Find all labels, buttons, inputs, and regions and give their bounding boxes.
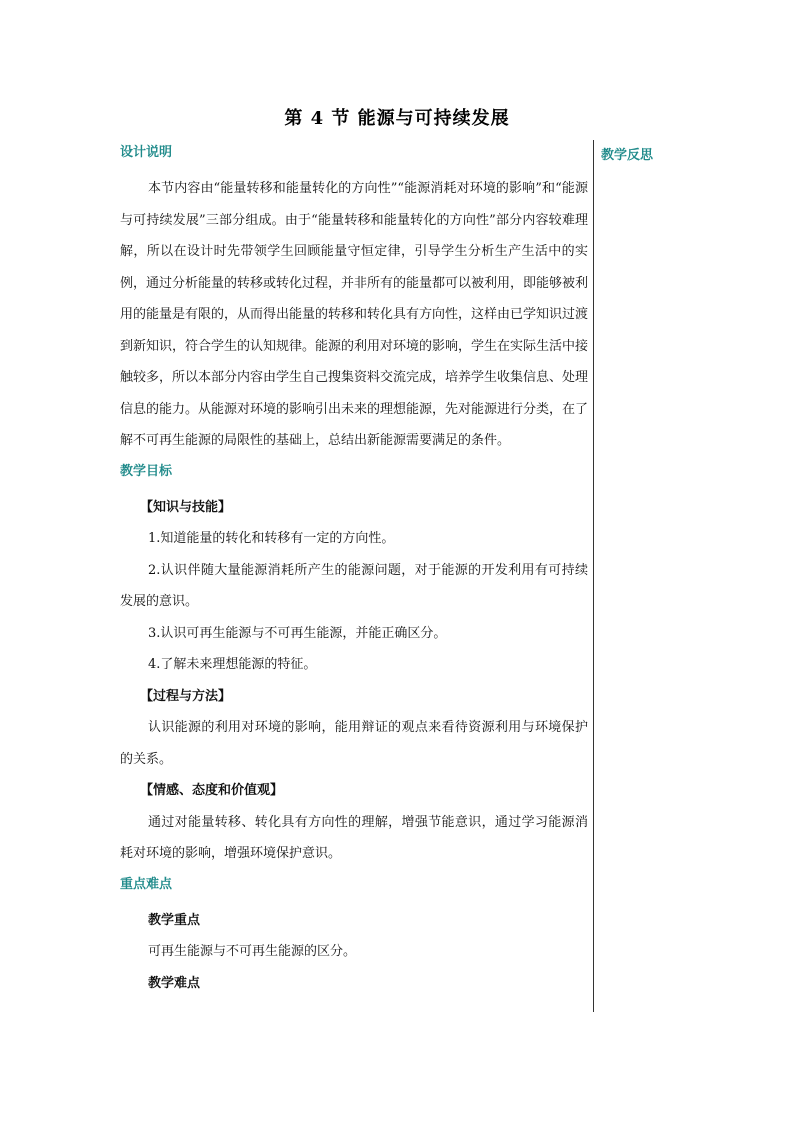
emotion-values-heading: 【情感、态度和价值观】 [140,783,284,798]
process-methods-heading: 【过程与方法】 [140,688,232,704]
objectives-heading: 教学目标 [120,463,173,479]
knowledge-item-3: 3.认识可再生能源与不可再生能源，并能正确区分。 [148,625,447,641]
teaching-focus-text: 可再生能源与不可再生能源的区分。 [148,944,357,959]
main-column [120,142,588,999]
column-divider [593,140,594,1012]
process-methods-text: 认识能源的利用对环境的影响，能用辩证的观点来看待资源利用与环境保护的关系。 [120,720,588,767]
knowledge-item-2: 2.认识伴随大量能源消耗所产生的能源问题，对于能源的开发利用有可持续发展的意识。 [120,562,588,609]
teaching-focus-heading: 教学重点 [148,912,201,928]
design-note-heading: 设计说明 [120,145,173,160]
teaching-difficulty-heading: 教学难点 [148,975,201,991]
knowledge-item-1: 1.知道能量的转化和转移有一定的方向性。 [148,531,395,546]
emotion-values-text: 通过对能量转移、转化具有方向性的理解，增强节能意识，通过学习能源消耗对环境的影响，增强环境保护意识。 [120,814,588,861]
key-points-heading: 重点难点 [120,876,173,892]
design-note-paragraph: 本节内容由“能量转移和能量转化的方向性”“能源消耗对环境的影响”和“能源与可持续发展”三部分组成。由于“能量转移和能量转化的方向性”部分内容较难理解，所以在设计时先带领学生回顾能量守恒定律，引导学生分析生产生活中的实例，通过分析能量的转移或转化过程，并非所有的能量都可以被利用，即能够被利用的能量是有限的，从而得出能量的转移和转化具有方向性，这样由已学知识过渡到新知识，符合学生的认知规律。能源的利用对环境的影响，学生在实际生活中接触较多，所以本部分内容由学生自己搜集资料交流完成，培养学生收集信息、处理信息的能力。从能源对环境的影响引出未来的理想能源，先对能源进行分类，在了解不可再生能源的局限性的基础上，总结出新能源需要满足的条件。 [120,181,589,448]
knowledge-skills-heading: 【知识与技能】 [140,499,232,515]
knowledge-item-4: 4.了解未来理想能源的特征。 [148,657,317,672]
reflection-heading: 教学反思 [601,148,654,163]
document-title: 第 4 节 能源与可持续发展 [284,108,510,129]
